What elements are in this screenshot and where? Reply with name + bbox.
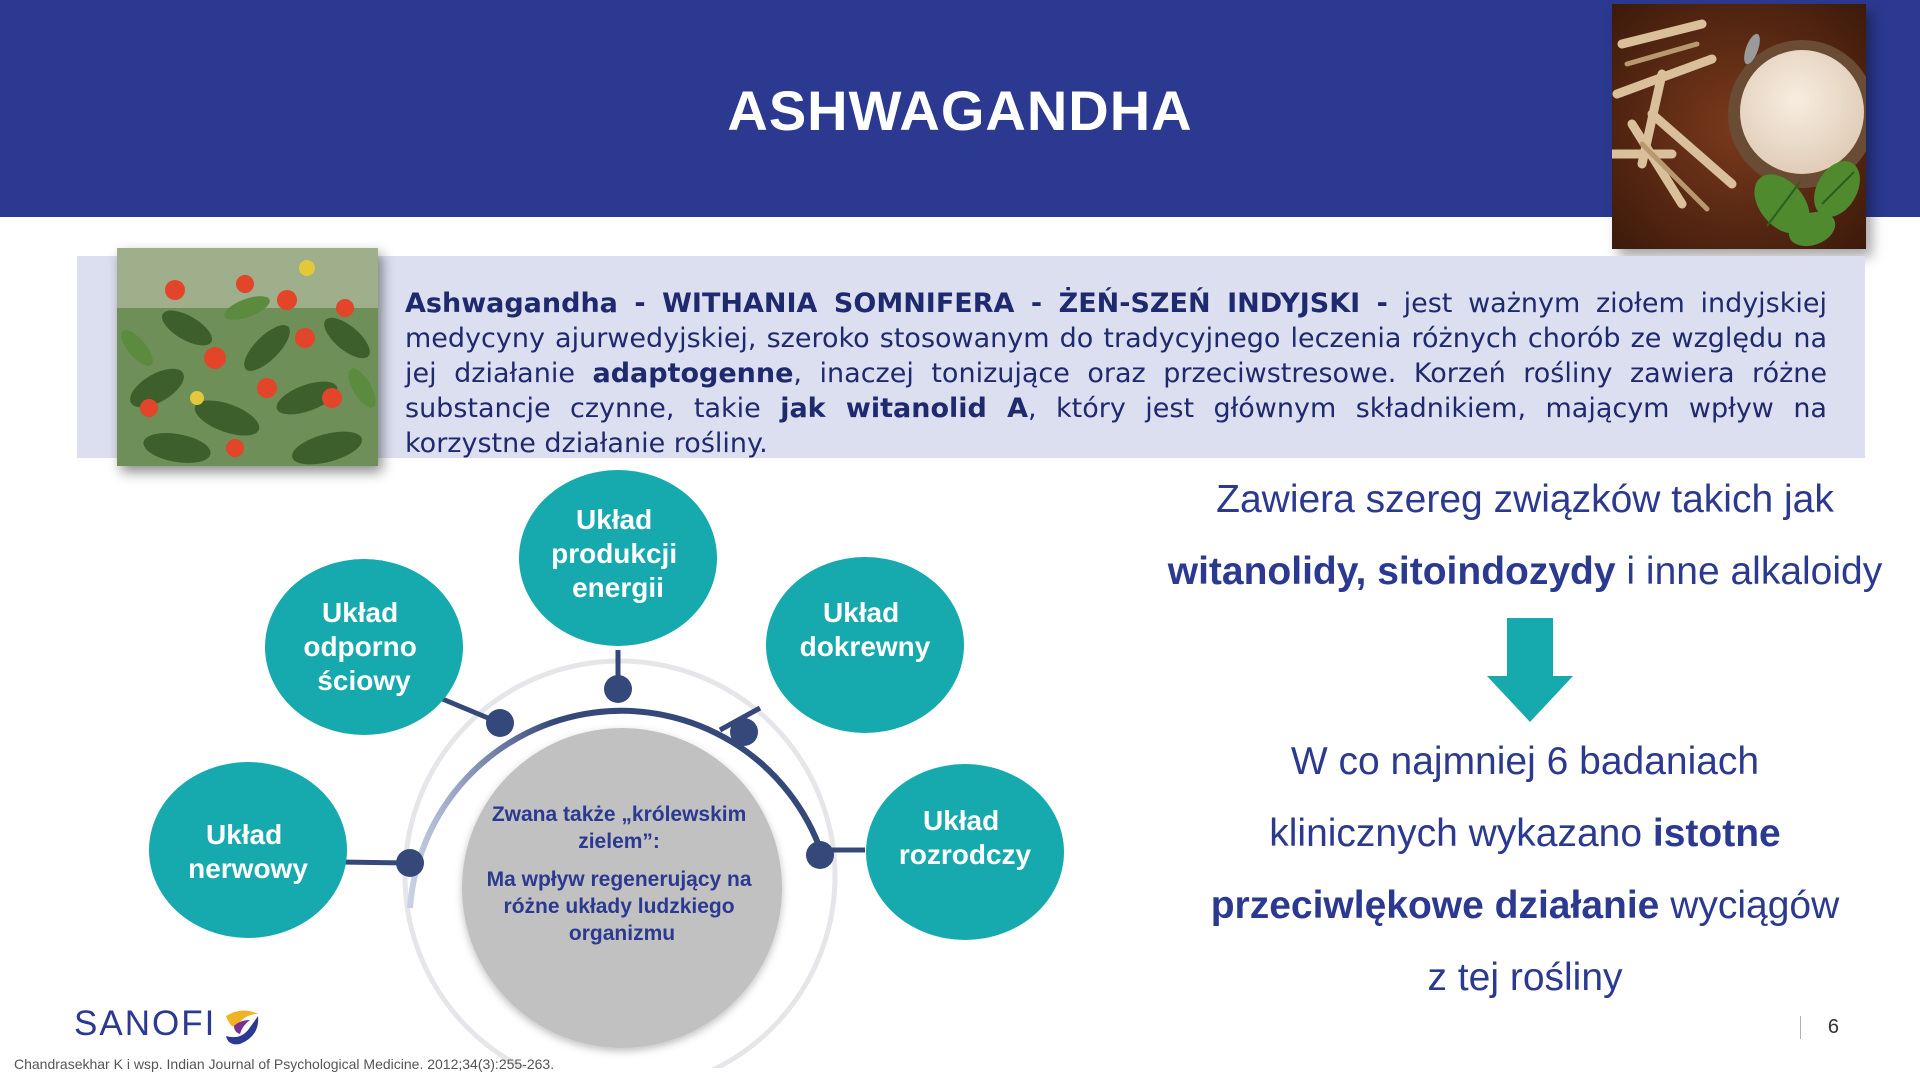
root-powder-photo <box>1612 4 1866 249</box>
center-line-2: zielem”: <box>578 830 660 853</box>
sanofi-logo <box>74 1000 264 1048</box>
arrow-down-icon <box>1487 618 1573 722</box>
intro-paragraph <box>405 286 1827 461</box>
body-systems-diagram <box>140 468 1080 1068</box>
joint-dokrewny <box>730 718 758 746</box>
studies-line-1: W co najmniej 6 badaniach <box>1290 740 1760 783</box>
node-dokrewny-l2: dokrewny <box>799 631 931 662</box>
intro-text-2: , inaczej tonizujące oraz przeciwstresowe. Korzeń rośliny zawiera różne substancje czynne, takie <box>405 358 1827 424</box>
center-line-1: Zwana także „królewskim <box>491 803 747 826</box>
studies-line-3 <box>1110 884 1920 928</box>
joint-energii <box>604 675 632 703</box>
compounds-line-2 <box>1110 550 1920 594</box>
node-nerwowy-l2: nerwowy <box>188 853 308 884</box>
compounds-line-1: Zawiera szereg związków takich jak <box>1216 478 1834 521</box>
studies-line-2 <box>1110 812 1920 856</box>
node-rozrodczy-l1: Układ <box>922 805 1000 836</box>
node-energii-l1: Układ <box>575 504 653 535</box>
node-dokrewny-l1: Układ <box>822 597 900 628</box>
studies-line-4: z tej rośliny <box>1427 956 1623 999</box>
plant-berries-photo <box>117 248 378 466</box>
studies-effect-bold: przeciwlękowe działanie <box>1210 884 1660 927</box>
slide-title: ASHWAGANDHA <box>727 79 1193 142</box>
studies-text-b: wyciągów <box>1659 884 1840 927</box>
node-odpornosciowy-l1: Układ <box>321 597 399 628</box>
citation: Chandrasekhar K i wsp. Indian Journal of Psychological Medicine. 2012;34(3):255-263. <box>14 1056 555 1072</box>
joint-odpornosciowy <box>486 709 514 737</box>
logo-text: SANOFI <box>74 1004 217 1043</box>
intro-text-3: , który jest głównym składnikiem, mającym wpływ na korzystne działanie rośliny. <box>405 393 1827 459</box>
studies-istotne-bold: istotne <box>1652 812 1781 855</box>
center-line-5: organizmu <box>568 922 676 945</box>
studies-text-a: klinicznych wykazano <box>1269 812 1653 855</box>
intro-text-1: jest ważnym ziołem indyjskiej medycyny ajurwedyjskiej, szeroko stosowanym do tradycyjnego leczenia różnych chorób ze względu na jej działanie <box>405 288 1827 389</box>
center-line-4: różne układy ludzkiego <box>503 895 735 918</box>
intro-witanolid-bold: jak witanolid A <box>780 393 1028 424</box>
compounds-rest: i inne alkaloidy <box>1615 550 1883 593</box>
node-energii-l2: produkcji <box>551 538 678 569</box>
intro-name-bold: Ashwagandha - WITHANIA SOMNIFERA - ŻEŃ-SZEŃ INDYJSKI - <box>405 288 1388 319</box>
page-number: 6 <box>1800 1016 1839 1039</box>
joint-rozrodczy <box>806 841 834 869</box>
node-energii-l3: energii <box>572 572 664 603</box>
node-odpornosciowy-l3: ściowy <box>317 665 411 696</box>
node-rozrodczy-l2: rozrodczy <box>898 839 1032 870</box>
node-odpornosciowy-l2: odporno <box>303 631 417 662</box>
sanofi-swirl-icon <box>220 1002 264 1046</box>
intro-adaptogenne-bold: adaptogenne <box>592 358 794 389</box>
compounds-names-bold: witanolidy, sitoindozydy <box>1167 550 1616 593</box>
center-line-3: Ma wpływ regenerujący na <box>486 868 752 891</box>
node-nerwowy-l1: Układ <box>205 819 283 850</box>
node-nerwowy <box>149 762 347 938</box>
joint-nerwowy <box>396 849 424 877</box>
